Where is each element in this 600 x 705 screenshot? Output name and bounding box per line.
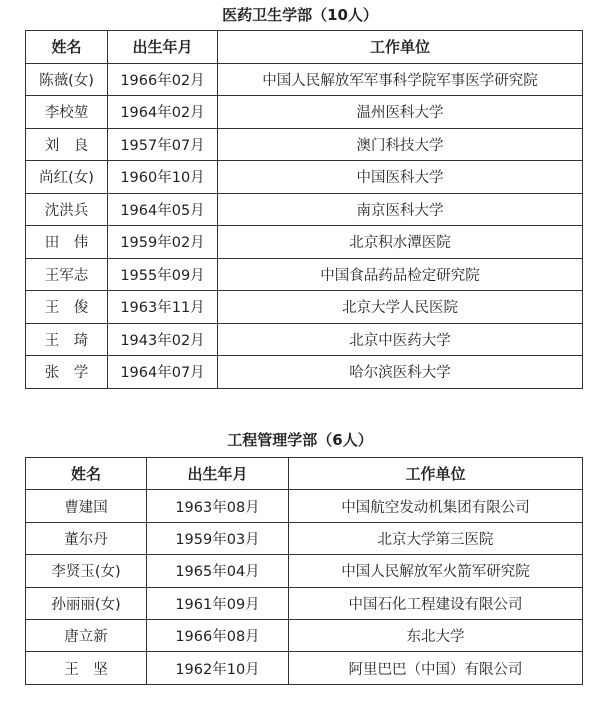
table-row bbox=[26, 652, 583, 684]
table-row bbox=[26, 356, 583, 389]
cell-workplace: 南京医科大学 bbox=[218, 193, 583, 226]
cell-name: 曹建国 bbox=[26, 490, 147, 522]
cell-name: 田 伟 bbox=[26, 226, 108, 259]
cell-workplace: 北京大学人民医院 bbox=[218, 291, 583, 324]
cell-name: 王 琦 bbox=[26, 323, 108, 356]
cell-workplace: 中国人民解放军火箭军研究院 bbox=[289, 555, 583, 587]
cell-workplace: 中国医科大学 bbox=[218, 161, 583, 194]
cell-workplace: 温州医科大学 bbox=[218, 96, 583, 129]
cell-name: 李校堃 bbox=[26, 96, 108, 129]
cell-name: 张 学 bbox=[26, 356, 108, 389]
header-birth: 出生年月 bbox=[108, 31, 218, 64]
cell-birth: 1966年08月 bbox=[147, 619, 289, 651]
table-row bbox=[26, 490, 583, 522]
header-workplace: 工作单位 bbox=[289, 458, 583, 490]
cell-birth: 1963年11月 bbox=[108, 291, 218, 324]
cell-workplace: 哈尔滨医科大学 bbox=[218, 356, 583, 389]
cell-workplace: 东北大学 bbox=[289, 619, 583, 651]
cell-birth: 1966年02月 bbox=[108, 63, 218, 96]
cell-workplace: 中国食品药品检定研究院 bbox=[218, 258, 583, 291]
cell-workplace: 阿里巴巴（中国）有限公司 bbox=[289, 652, 583, 684]
cell-name: 王 坚 bbox=[26, 652, 147, 684]
table-row bbox=[26, 96, 583, 129]
table-row bbox=[26, 323, 583, 356]
cell-workplace: 北京中医药大学 bbox=[218, 323, 583, 356]
cell-workplace: 中国人民解放军军事科学院军事医学研究院 bbox=[218, 63, 583, 96]
table-header-row bbox=[26, 458, 583, 490]
cell-name: 尚红(女) bbox=[26, 161, 108, 194]
table-row bbox=[26, 522, 583, 554]
section-title-engineering: 工程管理学部（6人） bbox=[227, 431, 373, 449]
cell-name: 唐立新 bbox=[26, 619, 147, 651]
table-row bbox=[26, 555, 583, 587]
table-row bbox=[26, 258, 583, 291]
cell-birth: 1963年08月 bbox=[147, 490, 289, 522]
table-row bbox=[26, 63, 583, 96]
header-birth: 出生年月 bbox=[147, 458, 289, 490]
cell-name: 孙丽丽(女) bbox=[26, 587, 147, 619]
cell-name: 董尔丹 bbox=[26, 522, 147, 554]
table-row bbox=[26, 128, 583, 161]
cell-name: 沈洪兵 bbox=[26, 193, 108, 226]
cell-name: 王军志 bbox=[26, 258, 108, 291]
table-row bbox=[26, 619, 583, 651]
header-name: 姓名 bbox=[26, 31, 108, 64]
cell-name: 陈薇(女) bbox=[26, 63, 108, 96]
cell-workplace: 北京大学第三医院 bbox=[289, 522, 583, 554]
cell-birth: 1959年02月 bbox=[108, 226, 218, 259]
table-row bbox=[26, 161, 583, 194]
table-row bbox=[26, 226, 583, 259]
cell-birth: 1964年02月 bbox=[108, 96, 218, 129]
table-row bbox=[26, 291, 583, 324]
section-title-medicine: 医药卫生学部（10人） bbox=[222, 6, 378, 24]
cell-birth: 1959年03月 bbox=[147, 522, 289, 554]
cell-workplace: 北京积水潭医院 bbox=[218, 226, 583, 259]
header-workplace: 工作单位 bbox=[218, 31, 583, 64]
table-row bbox=[26, 193, 583, 226]
cell-birth: 1943年02月 bbox=[108, 323, 218, 356]
cell-birth: 1964年07月 bbox=[108, 356, 218, 389]
cell-workplace: 澳门科技大学 bbox=[218, 128, 583, 161]
cell-name: 李贤玉(女) bbox=[26, 555, 147, 587]
table-engineering bbox=[25, 457, 583, 685]
cell-workplace: 中国航空发动机集团有限公司 bbox=[289, 490, 583, 522]
cell-birth: 1957年07月 bbox=[108, 128, 218, 161]
cell-birth: 1961年09月 bbox=[147, 587, 289, 619]
cell-name: 王 俊 bbox=[26, 291, 108, 324]
header-name: 姓名 bbox=[26, 458, 147, 490]
cell-name: 刘 良 bbox=[26, 128, 108, 161]
table-header-row bbox=[26, 31, 583, 64]
table-row bbox=[26, 587, 583, 619]
cell-workplace: 中国石化工程建设有限公司 bbox=[289, 587, 583, 619]
cell-birth: 1955年09月 bbox=[108, 258, 218, 291]
cell-birth: 1964年05月 bbox=[108, 193, 218, 226]
cell-birth: 1965年04月 bbox=[147, 555, 289, 587]
table-medicine bbox=[25, 30, 583, 389]
cell-birth: 1960年10月 bbox=[108, 161, 218, 194]
cell-birth: 1962年10月 bbox=[147, 652, 289, 684]
